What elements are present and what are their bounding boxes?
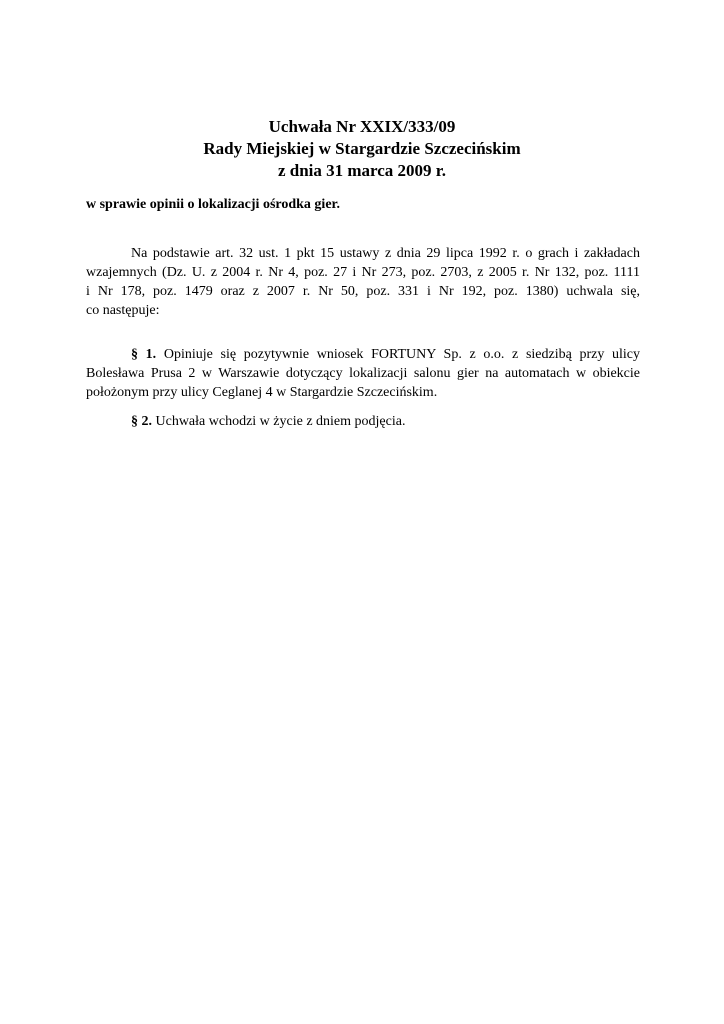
section-1-line-1: Opiniuje się pozytywnie wniosek FORTUNY Sp. z o.o. z siedzibą przy ulicy (163, 347, 641, 362)
preamble-line-2: wzajemnych (Dz. U. z 2004 r. Nr 4, poz. 27 i Nr 273, poz. 2703, z 2005 r. Nr 132, poz. 1111 (86, 265, 640, 280)
section-1-mark: § 1. (131, 347, 157, 362)
section-1-line-2: Bolesława Prusa 2 w Warszawie dotyczący lokalizacji salonu gier na automatach w obiekcie (86, 366, 640, 381)
preamble-line-1: Na podstawie art. 32 ust. 1 pkt 15 ustawy z dnia 29 lipca 1992 r. o grach i zakładach (131, 246, 640, 261)
resolution-date: z dnia 31 marca 2009 r. (277, 161, 447, 180)
resolution-number: Uchwała Nr XXIX/333/09 (268, 117, 456, 136)
preamble-paragraph (86, 244, 640, 320)
section-2-text: Uchwała wchodzi w życie z dniem podjęcia. (155, 414, 406, 429)
resolution-subject: w sprawie opinii o lokalizacji ośrodka gier. (86, 197, 340, 212)
council-name: Rady Miejskiej w Stargardzie Szczecińskim (203, 139, 521, 158)
section-2-paragraph (86, 412, 640, 431)
section-1-line-3: położonym przy ulicy Ceglanej 4 w Stargardzie Szczecińskim. (86, 385, 438, 400)
preamble-line-4: co następuje: (86, 303, 160, 318)
section-1-paragraph (86, 345, 640, 402)
preamble-line-3: i Nr 178, poz. 1479 oraz z 2007 r. Nr 50, poz. 331 i Nr 192, poz. 1380) uchwala się, (86, 284, 640, 299)
section-2-mark: § 2. (131, 414, 152, 429)
